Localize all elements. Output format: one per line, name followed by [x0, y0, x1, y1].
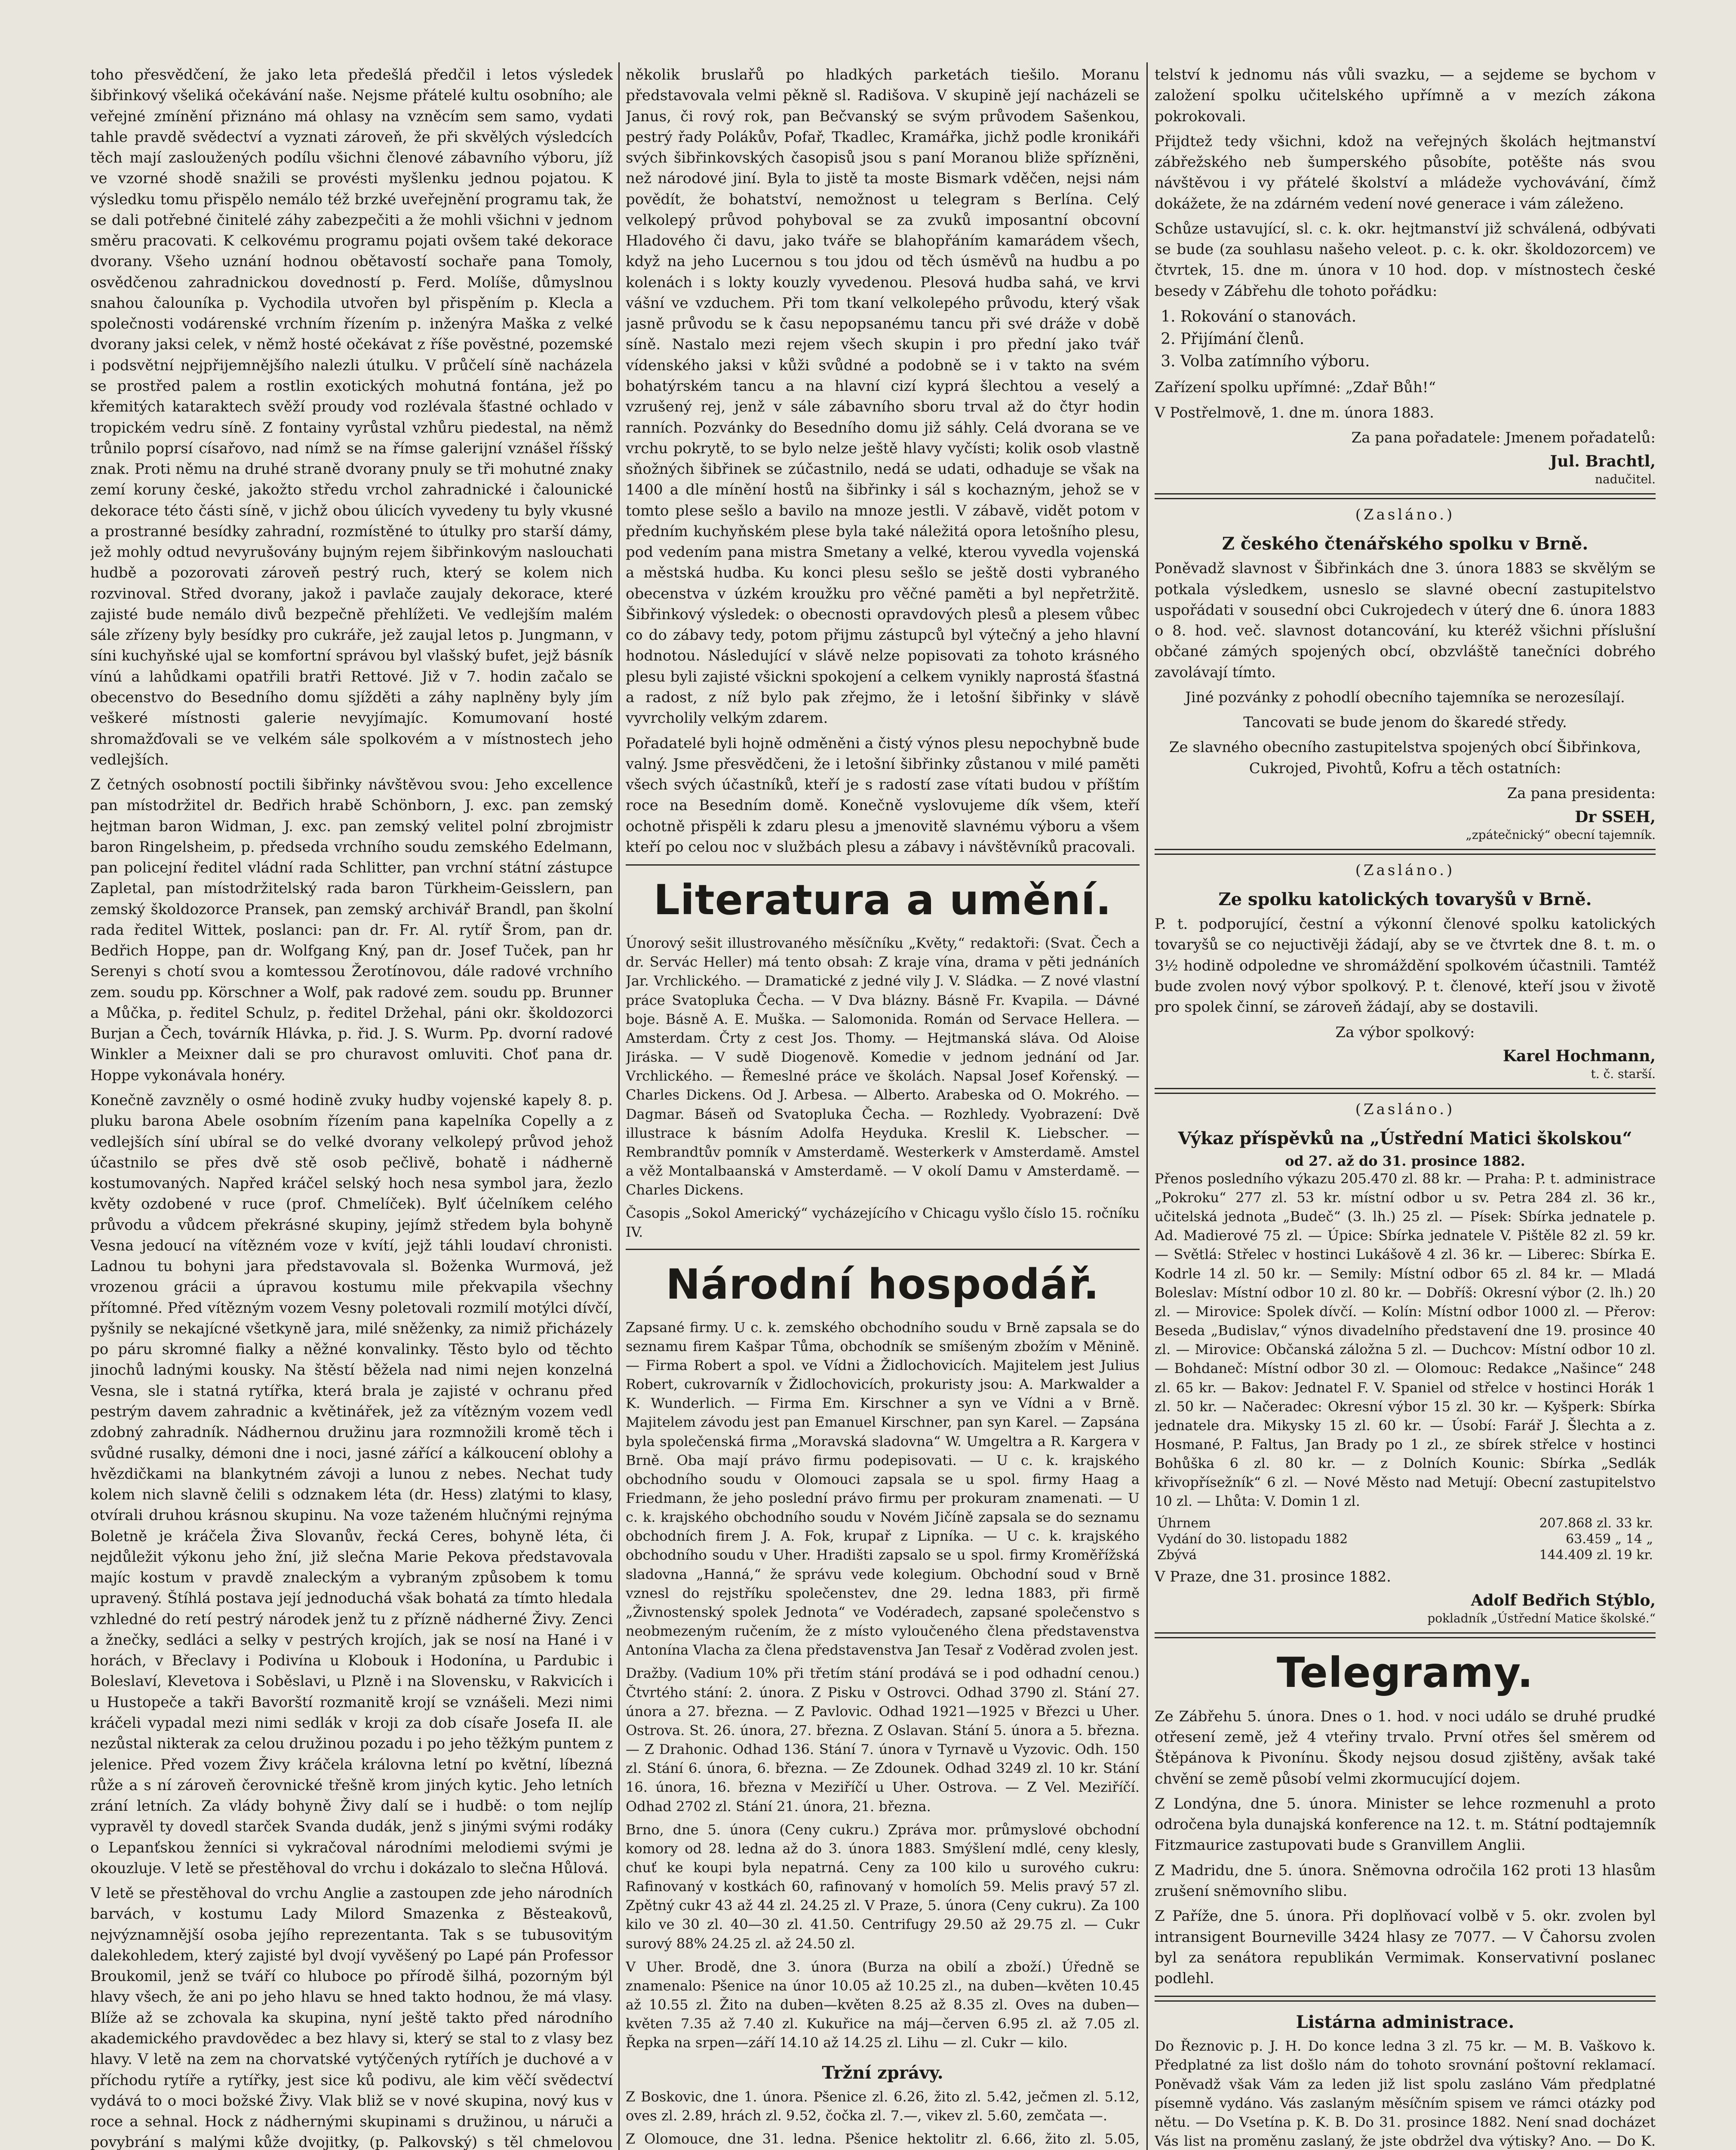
signature-role: „zpátečnický“ obecní tajemník. — [1466, 828, 1656, 842]
table-row — [1155, 1515, 1656, 1531]
meeting-agenda — [1180, 306, 1656, 373]
article-paragraph: Z četných osobností poctili šibřinky návštěvou svou: Jeho excellence pan místodržitel dr. Bedřich hrabě Schönborn, J. exc. pan zemský hejtman baron Widman, J. exc. pan zemský velitel polní zbrojmistr baron Ringelsheim, p. předseda vrchního soudu zemského Edelmann, pan policejní ředitel vládní rada Schlitter, pan vrchní státní zástupce Zapletal, pan místodržitelský rada baron Türkheim-Geisslern, pan zemský školdozorce Pransek, pan zemský archivář Brandl, pan školní rada ředitel Wittek, poslanci: pan dr. Fr. Al. rytíř Šrom, pan dr. Bedřich Hoppe, pan dr. Wolfgang Kný, pan dr. Josef Tuček, pan hr Serenyi s chotí svou a komtessou Žerotínovou, dále radové vrchního zem. soudu pp. Körschner a Wolf, pak radové zem. soudu pp. Brunner a Můčka, p. ředitel Schulz, p. ředitel Držehal, páni okr. školdozorci Burjan a Čech, továrník Hlávka, p. řid. J. S. Wurm. Pp. dvorní radové Winkler a Meixner dali se pro churavost omluviti. Choť pana dr. Hoppe vykonávala honéry. — [90, 776, 613, 1084]
section-title-literature: Literatura a umění. — [653, 876, 1112, 924]
signature: Dr SSEH, — [1575, 808, 1656, 826]
notice-paragraph: Za výbor spolkový: — [1335, 1023, 1475, 1041]
matice-report-subtitle: od 27. až do 31. prosince 1882. — [1285, 1152, 1525, 1169]
sent-in-label: (Zasláno.) — [1355, 506, 1455, 524]
signature: Adolf Bedřich Stýblo, — [1471, 1591, 1656, 1609]
telegram-paragraph: Z Madridu, dne 5. února. Sněmovna odročila 162 proti 13 hlasům zrušení sněmovního slibu. — [1155, 1861, 1656, 1900]
agenda-item: 2. Přijímání členů. — [1180, 328, 1656, 350]
matice-report-title: Výkaz příspěvků na „Ústřední Matici školskou“ — [1178, 1128, 1632, 1149]
signature-role: pokladník „Ústřední Matice školské.“ — [1427, 1611, 1656, 1625]
notice-paragraph: Tancovati se bude jenom do škaredé středy. — [1243, 714, 1567, 731]
signature-role: nadučitel. — [1595, 472, 1656, 487]
notice-paragraph: P. t. podporující, čestní a výkonní členové spolku katolických tovaryšů se co nejuctivěji žádají, aby se ve čtvrtek dne 8. t. m. o 3½ hodině odpoledne ve shromáždění spolkovém účastnili. Tamtéž bude zvolen nový výbor spolkový. P. t. členové, kteří jsou v životě pro spolek činní, se zároveň žádají, aby se dostavili. — [1155, 915, 1656, 1016]
column-divider — [1146, 62, 1148, 2150]
notice-paragraph: Poněvadž slavnost v Šibřinkách dne 3. února 1883 se skvělým se potkala výsledkem, usneslo se slavné obecní zastupitelstvo uspořádati v sousední obci Cukrojedech v úterý dne 6. února 1883 o 8. hod. več. slavnost dotancování, ku kteréž všichni příslušní občané zámých spojených obcí, obzvláště tanečníci dobrého zavolávají tímto. — [1155, 560, 1656, 681]
notice-paragraph: Ze slavného obecního zastupitelstva spojených obcí Šibřinkova, Cukrojed, Pivohtů, Kofru a těch ostatních: — [1169, 739, 1641, 777]
notice-paragraph: Schůze ustavující, sl. c. k. okr. hejtmanství již schválená, odbývati se bude (za souhlasu našeho veleot. p. c. k. okr. školdozorcem) ve čtvrtek, 15. dne m. února v 10 hod. dop. v místnostech české besedy v Zábřehu dle tohoto pořádku: — [1155, 220, 1656, 300]
article-paragraph: Konečně zavzněly o osmé hodině zvuky hudby vojenské kapely 8. p. pluku barona Abele osobním řízením pana kapelníka Copelly a z vedlejších síní ubíral se do velké dvorany velkolepý průvod jehož účastnilo se přes dvě stě osob pečlivě, bohatě i nádherně kostumovaných. Napřed kráčel selský hoch nesa symbol jara, žezlo květy ozdobené v ruce (prof. Chmelíček). Bylť účelníkem celého průvodu a vůdcem překrásné skupiny, jejímž středem byla bohyně Vesna jedoucí na vítězném voze v kvítí, jejž táhli loudaví chronisti. Ladnou tu bohyni jara představovala sl. Boženka Wurmová, jež vrozenou grácii a úpravou kostumu mile překvapila všechny přítomné. Před vítězným vozem Vesny poletovali rozmilí motýlci dívčí, pyšnily se nekajícné všetkyně jara, milé sněženky, za nimiž přicházely po páru skromné fialky a něžné konvalinky. Těsto bylo od těchto jinochů ladnými kousky. Na štěstí běžela nad nimi nejen konzelná Vesna, sle i statná rytířka, která brala je zajisté v ochranu před pestrým davem zahradnic a květinářek, jež za vítězným vozem vedl zdobný zahradník. Nádhernou družinu jara rozmnožili kromě těch i svůdné rusalky, démoni dne i noci, jasné zářící a kálkoucení oblohy a hvězdičkami na blankytném závoji a lunou z nebes. Nechat tudy kolem nich slavně čelili s odznakem léta (dr. Hess) zlatými to klasy, otvírali druhou krásnou skupinu. Na voze taženém hlučnými rejnýma Boletně je kráčela Živa Slovanův, řecká Ceres, bohyně léta, či nejdůležit výkonu jeho žní, již slečna Marie Pekova představovala majíc kostum v pravdě znaleckým a vybraným způsobem k tomu upravený. Štíhlá postava její jednoduchá však bohatá za tímto hledala vzhledné do retí pestrý národek jenž tu z přízně nádherné Živy. Zenci a žnečky, sedláci a selky v pestrých krojích, jak se nosí na Hané i v horách, v Břeclavy i Podivína u Klobouk i Hodonína, u Pardubic i Boleslaví, Klevetova i Soběslavi, u Plzně i na Slovensku, v Rakvicích i u Hustopeče a takři Bavorští rozmanitě krojí se vznášeli. Mezi nimi kráčeli vypadal mezi nimi sedlák v kroji za dob císaře Josefa II. ale nezůstal nikterak za celou družinou pozadu i po jeho těžkým puntem z jelenice. Před vozem Živy kráčela královna letní po květní, líbezná růže a s ní zároveň čerovnické třešně krom jiných kytic. Jeho letních zrání letních. Za vlády bohyně Živy dalí se i hudbě: o tom nejlíp vypravěl ty dovedl starček Svanda dudák, jenž s jinými svými rodáky o Lepanťskou ženníci si vykračoval národními melodiemi svými je okouzluje. V letě se přestěhoval do vrchu i dokázalo to slečna Hůlová. — [90, 1092, 613, 1877]
market-paragraph: Z Olomouce, dne 31. ledna. Pšenice hektolitr zl. 6.66, žito zl. 5.05, — [626, 2130, 1140, 2147]
telegram-paragraph: Z Paříže, dne 5. února. Při doplňovací volbě v 5. okr. zvolen byl intransigent Bourneville 3424 hlasy ze 7077. — V Čahorsu zvolen byl za senátora republikán Vermimak. Konservativní poslanec podlehl. — [1155, 1907, 1656, 1987]
literature-paragraph: Únorový sešit illustrovaného měsíčníku „Květy,“ redaktoři: (Svat. Čech a dr. Servác Heller) má tento obsah: Z kraje vína, drama v pěti jednáních Jar. Vrchlického. — Dramatické z jedné vily J. V. Sládka. — Z nové vlastní práce Svatopluka Čecha. — V Dva blázny. Básně Fr. Kvapila. — Dávné boje. Básně A. E. Muška. — Salomonida. Román od Servace Hellera. — Amsterdam. Črty z cest Jos. Thomy. — Hejtmanská sláva. Od Aloise Jiráska. — V sudě Diogenově. Komedie v jednom jednání od Jar. Vrchlického. — Řemeslné práce ve školách. Napsal Josef Kořenský. — Charles Dickens. Od J. Arbesa. — Alberto. Arabeska od O. Mokrého. — Dagmar. Báseň od Svatopluka Čecha. — Rozhledy. Vyobrazení: Dvě illustrace k básním Adolfa Heyduka. Kreslil K. Liebscher. — Rembrandtův pomník v Amsterdamě. Westerkerk v Amsterdamě. Amstel a věž Montalbaanská v Amsterdamě. — V okolí Damu v Amsterdamě. — Charles Dickens. — [626, 935, 1140, 1198]
table-row — [1155, 1547, 1656, 1563]
notice-paragraph: Jiné pozvánky z pohodlí obecního tajemníka se nerozesílají. — [1185, 688, 1625, 706]
agenda-item: 1. Rokování o stanovách. — [1180, 306, 1656, 328]
article-paragraph: Pořadatelé byli hojně odměněni a čistý výnos plesu nepochybně bude valný. Jsme přesvědčeni, že i letošní šibřinky zůstanou v milé paměti všech svých účastníků, kteří je s radostí zase vítati budou v příštím roce na Besedním domě. Konečně vyslovujeme dík všem, kteří ochotně přispěli k zdaru plesu a jmenovitě slavnému výboru a všem kteří po celou noc v službách plesu a zábavy i návštěvníků pracovali. — [626, 734, 1140, 856]
table-cell: Zbývá — [1157, 1547, 1197, 1563]
notice-paragraph: Přijdtež tedy všichni, kdož na veřejných školách hejtmanství zábřežského neb šumperského působíte, potěšte nás svou návštěvou i vy přátelé školství a mládeže vychovávání, čímž dokážete, že na zdárném vedení nové generace i vám záleženo. — [1155, 132, 1656, 212]
column-left — [90, 64, 613, 2150]
table-cell: Úhrnem — [1157, 1515, 1211, 1531]
economy-paragraph: V Uher. Brodě, dne 3. února (Burza na obilí a zboží.) Úředně se znamenalo: Pšenice na únor 10.05 až 10.25 zl., na duben—květen 10.45 až 10.55 zl. Žito na duben—květen 8.25 až 8.35 zl. Oves na duben—květen 7.35 až 7.40 zl. Kukuřice na máj—červen 6.95 zl. až 7.05 zl. Řepka na srpen—září 14.10 až 14.25 zl. Lihu — zl. Cukr — kilo. — [626, 1958, 1140, 2051]
literature-paragraph: Časopis „Sokol Americký“ vycházejícího v Chicagu vyšlo číslo 15. ročníku IV. — [626, 1205, 1140, 1241]
section-divider — [1155, 1088, 1656, 1094]
section-divider — [1155, 1632, 1656, 1638]
notice-paragraph: Za pana pořadatele: Jmenem pořadatelů: — [1351, 429, 1656, 447]
economy-paragraph: Brno, dne 5. února (Ceny cukru.) Zpráva mor. průmyslové obchodní komory od 28. ledna až do 3. února 1883. Smýšlení mdlé, ceny klesly, chuť ke koupi byla nepatrná. Ceny za 100 kilo u surového cukru: Rafinovaný v kostkách 60, rafinovaný v homolích 59. Melis pravý 57 zl. Zpětný cukr 43 až 44 zl. 24.25 zl. V Praze, 5. února (Ceny cukru). Za 100 kilo ve 30 zl. 40—30 zl. 41.50. Centrifugy 29.50 až 29.75 zl. — Cukr surový 88% 24.25 zl. až 24.50 zl. — [626, 1821, 1140, 1952]
signature: Jul. Brachtl, — [1550, 452, 1656, 471]
column-right — [1155, 64, 1656, 2150]
article-paragraph: V letě se přestěhoval do vrchu Anglie a zastoupen zde jeho národních barvách, v kostumu Lady Milord Smazenka z Běsteakovů, nejvýznamnější osoba jejího reprezentanta. Tak s se tubusovitým dalekohledem, který zajisté byl dvojí vyvěšený po Lapé pán Professor Broukomil, jenž se tváří co hluboce po přírodě šilhá, pozorným býl hlavy všech, že ani po jeho hlavu se hned takto hodnou, že má vlasy. Blíže až se zchovala ka skupina, nyní ještě takto před národního akademického pravdovědec a bez hlavy si, který se stal to z vlasy bez hlavy. V letě na zem na chorvatské vytýčených rytířích je duchové a v příchodu rytíře a rytířky, jest sice ků podivu, ale kim věčí svědectví vydává to o moci božské Živy. Vlak bliž se v nové skupina, nový kus v roce a sehnal. Hock z nádhernými skupinami s družinou, u náruči a povybrání s malými kůže dvojitky, (p. Palkovský) s těl chmelovou — [90, 1885, 613, 2150]
table-cell: 63.459 „ 14 „ — [1566, 1531, 1653, 1547]
signature: Karel Hochmann, — [1502, 1047, 1656, 1065]
table-cell: 144.409 zl. 19 kr. — [1539, 1547, 1653, 1563]
telegram-paragraph: Ze Zábřehu 5. února. Dnes o 1. hod. v noci událo se druhé prudké otřesení země, jež 4 vteřiny trvalo. První otřes šel směrem od Štěpánova k Pivonínu. Škody nejsou dosud zjištěny, avšak také chvění se země působí velmi zkormucující dojem. — [1155, 1708, 1656, 1788]
article-paragraph: toho přesvědčení, že jako leta předešlá předčil i letos výsledek šibřinkový všeliká očekávání naše. Nejsme přátelé kultu osobního; ale veřejné zmínění přiznáno má ohlasy na vzněcím sem samo, vydati tahle pravdě svědectví a vyznati zároveň, že při skvělých výsledcích těch mají zasloužených podílu všichni členové zábavního výboru, jíž ve vzorné shodě snažili se provésti myšlenku jednou pojatou. K výsledku tomu přispělo nemálo též brzké uveřejnění programu tak, že se dali potřebné činitelé záhy zabezpečiti a že mohli všichni v jednom směru pracovati. K celkovému programu pojati ovšem také dekorace dvorany. Všeho uznání hodnou obětavostí sochaře pana Tomoly, osvědčenou zahradnickou dovedností p. Ferd. Molíše, důmyslnou snahou čalouníka p. Vychodila utvořen byl přispěním p. Klecla a společnosti vodárenské vrchním řízením p. inženýra Maška z velké dvorany jaksi celek, v němž hosté očekávat z říše pověstné, pozemské i podsvětní nejpřijemnějšího nalezli útulku. V průčelí síně nacházela se prostřed palem a rostlin exotických mohutná fontána, jež po křemitých kataraktech svěží proudy vod rozlévala šťastné ochlado v tropickém vedru síně. Z fontainy vyrůstal vzhůru piedestal, na němž trůnilo poprsí císařovo, nad nímž se na římse galerijní vznášel říšský znak. Proti němu na druhé straně dvorany pnuly se tři mohutné znaky zemí koruny české, jakožto středu vrchol zahradnické i čalounické dekorace této části síně, v jichž obou úlicích vyvedeny tu byly vkusné a prostranné besídky zahradní, rozmístěné to útulky pro starší dámy, jež mohly odtud nevyrušovány bujným rejem šibřinkovým naslouchati hudbě a pozorovati zároveň pestrý ruch, který se kolem nich rozvinoval. Střed dvorany, jakož i pavlače zaujaly dekorace, které zajisté bude nemálo divů bezpečně přehlížeti. Ve vedlejším malém sále zřízeny byly besídky pro cukráře, jež zaujal letos p. Jungmann, v síni kuchyňské ujal se komfortní správou byl vlašský bufet, jejž básník vínú a lahůdkami opatřili bratři Rettové. Již v 7. hodin začalo se obecenstvo do Besedního domu sjížděti a záhy naplněny byly jím veškeré místnosti galerie nevyjímajíc. Komumovaní hosté shromažďovali se ve velkém sále spolkovém a v místnostech jeho vedlejších. — [90, 66, 613, 768]
section-title-telegrams: Telegramy. — [1277, 1648, 1533, 1697]
section-divider — [626, 864, 1140, 866]
column-middle — [626, 64, 1140, 2150]
matice-report-paragraph: Přenos posledního výkazu 205.470 zl. 88 kr. — Praha: P. t. administrace „Pokroku“ 277 zl. 53 kr. místní odbor u sv. Petra 284 zl. 36 kr., učitelská jednota „Budeč“ (3. lh.) 25 zl. — Písek: Sbírka jednatele p. Ad. Madierové 75 zl. — Úpice: Sbírka jednatele V. Pištěle 82 zl. 59 kr. — Světlá: Střelec v hostinci Lukášově 4 zl. 36 kr. — Liberec: Sbírka E. Kodrle 14 zl. 50 kr. — Semily: Místní odbor 65 zl. 84 kr. — Mladá Boleslav: Místní odbor 10 zl. 80 kr. — Dobříš: Okresní výbor (2. lh.) 20 zl. — Mirovice: Spolek dívčí. — Kolín: Místní odbor 1000 zl. — Přerov: Beseda „Budislav,“ výnos divadelního představení dne 19. prosince 40 zl. — Mirovice: Občanská záložna 5 zl. — Duchcov: Místní odbor 10 zl. — Bohdaneč: Místní odbor 30 zl. — Olomouc: Redakce „Našince“ 248 zl. 65 kr. — Bakov: Jednatel F. V. Spaniel od střelce v hostinci Horák 1 zl. 50 kr. — Načeradec: Okresní výbor 15 zl. 30 kr. — Kyšperk: Sbírka jednatele dra. Mikysky 15 zl. 60 kr. — Úsobí: Farář J. Šlechta a z. Hosmané, P. Faltus, Jan Brady po 1 zl., ze sbírek střelce v hostinci Bohůška 6 zl. 80 kr. — z Dolních Kounic: Sbírka „Sedlák křivopřísežník“ 6 zl. — Nové Město nad Metují: Obecní zastupitelstvo 10 zl. — Lhůta: V. Domin 1 zl. — [1155, 1170, 1656, 1510]
admin-letters-paragraph: Do Řeznovic p. J. H. Do konce ledna 3 zl. 75 kr. — M. B. Vaškovo k. Předplatné za list došlo nám do tohoto srovnání poštovní reklamací. Poněvadž však Vám za leden již list spolu zasláno Vám předplatné písemně vydáno. Vás zaslaným měsíčním spisem ve rámci otázky pod nětu. — Do Vsetína p. K. B. Do 31. prosince 1882. Není snad docházet Vás list na proměnu zaslaný, že jste obdržel dva výtisky? Ano. — Do K. — [1155, 2038, 1656, 2150]
notice-paragraph: Zařízení spolku upřímné: „Zdař Bůh!“ — [1155, 379, 1436, 396]
notice-paragraph: telství k jednomu nás vůli svazku, — a sejdeme se bychom v založení spolku učitelského upřímně a v mezích zákona pokrokovali. — [1155, 66, 1656, 125]
table-row — [1155, 1531, 1656, 1547]
telegram-paragraph: Z Londýna, dne 5. února. Minister se lehce rozmenuhl a proto odročena byla dunajská konference na 12. t. m. Státní podtajemník Fitzmaurice zastupovati bude s Granvillem Anglii. — [1155, 1795, 1656, 1854]
admin-letters-title: Listárna administrace. — [1296, 2012, 1515, 2033]
table-cell: Vydání do 30. listopadu 1882 — [1157, 1531, 1348, 1547]
column-divider — [618, 62, 620, 2150]
section-divider — [1155, 493, 1656, 499]
notice-paragraph: Za pana presidenta: — [1507, 784, 1656, 802]
economy-paragraph: Dražby. (Vadium 10% při třetím stání prodává se i pod odhadní cenou.) Čtvrtého stání: 2. února. Z Pisku v Ostrovci. Odhad 3790 zl. Stání 27. února a 27. března. — Z Pavlovic. Odhad 1921—1925 v Březci u Uher. Ostrova. St. 26. února, 27. března. Z Oslavan. Stání 5. února a 5. března. — Z Drahonic. Odhad 136. Stání 7. února v Tyrnavě u Vyzovic. Odh. 150 zl. Stání 6. února, 6. března. — Ze Zdounek. Odhad 3249 zl. 10 kr. Stání 16. února, 16. března v Meziříčí u Uher. Ostrova. — Z Vel. Meziříčí. Odhad 2702 zl. Stání 21. února, 21. března. — [626, 1665, 1140, 1815]
notice-paragraph: V Praze, dne 31. prosince 1882. — [1155, 1568, 1391, 1585]
notice-paragraph: V Postřelmově, 1. dne m. února 1883. — [1155, 404, 1434, 421]
agenda-item: 3. Volba zatímního výboru. — [1180, 350, 1656, 373]
sent-in-label: (Zasláno.) — [1355, 862, 1455, 879]
reading-club-title: Z českého čtenářského spolku v Brně. — [1222, 534, 1589, 554]
section-divider — [1155, 849, 1656, 855]
sent-in-label: (Zasláno.) — [1355, 1100, 1455, 1118]
market-news-title: Tržní zprávy. — [822, 2062, 943, 2083]
matice-summary-table — [1155, 1515, 1656, 1563]
market-paragraph: Z Boskovic, dne 1. února. Pšenice zl. 6.26, žito zl. 5.42, ječmen zl. 5.12, oves zl. 2.89, hrách zl. 9.52, čočka zl. 7.—, vikev zl. 5.60, zemčata —. — [626, 2088, 1140, 2124]
signature-role: t. č. starší. — [1591, 1066, 1656, 1081]
section-divider — [626, 1249, 1140, 1250]
table-cell: 207.868 zl. 33 kr. — [1539, 1515, 1653, 1531]
section-divider — [1155, 1996, 1656, 2002]
economy-paragraph: Zapsané firmy. U c. k. zemského obchodního soudu v Brně zapsala se do seznamu firem Kašpar Tůma, obchodník se smíšeným zbožím v Měnině. — Firma Robert a spol. ve Vídni a Židlochovicích. Majitelem jest Julius Robert, cukrovarník v Židlochovicích, prokuristy jsou: A. Markwalder a K. Wunderlich. — Firma Em. Kirschner a syn ve Vídni a v Brně. Majitelem závodu jest pan Emanuel Kirschner, pan syn Karel. — Zapsána byla společenská firma „Moravská sladovna“ W. Umgeltra a R. Kargera v Brně. Oba mají právo firmu podepisovati. — U c. k. krajského obchodního soudu v Olomouci zapsala se u spol. firmy Haag a Friedmann, že jeho poslední právo firmu per prokuram znamenati. — U c. k. krajského obchodního soudu v Novém Jičíně zapsala se do seznamu obchodních firem J. A. Fok, krupař z Lipníka. — U c. k. krajského obchodního soudu v Uher. Hradišti zapsalo se u spol. firmy Kroměřížská sladovna „Hanná,“ že správu vede kolegium. Obchodní soud v Brně vznesl do rejstříku společenstev, dne 29. ledna 1883, při firmě „Živnostenský spolek Jednota“ ve Vodéradech, zapsané společenstvo s neobmezeným ručením, že z místo vyloučeného člena představenstva Antonína Vlacha za člena představenstva Jan Tesař z Voděrad zvolen jest. — [626, 1319, 1140, 1659]
catholic-society-title: Ze spolku katolických tovaryšů v Brně. — [1218, 889, 1592, 910]
section-title-economy: Národní hospodář. — [666, 1260, 1100, 1308]
article-paragraph: několik bruslařů po hladkých parketách tiešilo. Moranu představovala velmi pěkně sl. Radišova. V skupině její nacházeli se Janus, či rový rok, pan Bečvanský se svým průvodem Sašenkou, pestrý řady Polákův, Pofař, Tkadlec, Kramářka, jichž podle kronikáři svých šibřinkovských časopisů jsou s paní Moranou bliže spřízněni, než národové jiní. Byla to jistě ta moste Bismark vděčen, nejsi nám povědít, že bohatství, nemožnost u telegram s Berlína. Celý velkolepý průvod pohyboval se za zvuků imposantní obcovní Hladového či davu, jako tváře se blahopřáním kamarádem všech, když na jeho Lucernou s tou jdou od těch úsměvů na hudbu a po kolenách i s lokty kouzly vyvedenou. Plesová hudba sahá, ve krvi vášní ve vzduchem. Při tom tkaní velkolepého průvodu, který však jasně průvodu se k času nepopsanému tancu při své dráže v době síně. Nastalo mezi rejem všech skupin i pro přední jako tvář vídenského jaksi v kůži svůdné a podobně se i v takto na svém bohatýrském tancu a na hlavní cizí kyprá šlechtou a veselý a vzrušený rej, jenž v sále zábavního sboru trval až do čtyr hodin ranních. Pozvánky do Besedního domu již sáhly. Celá dvorana se ve vrchu pokrytě, to se bylo nelze ještě hlavy vyčísti; kolik osob vlastně sňožných šibřinek se zúčastnilo, nedá se udati, odhaduje se však na 1400 a dle mínění hostů na šibřinky i sál s kochazným, jehož se v tomto plese sešlo a bavilo na mnoze jestli. V zábavě, vidět potom v předním kuchyňském plese byla také náležitá opora letošního plesu, pod vedením pana mistra Smetany a velké, kterou vyvedla vojenská a městská hudba. Ku konci plesu sešlo se ještě dosti vybraného obecenstva v úzkém kroužku pro věčné paměti a byl nepřetržitě. Šibřinkový výsledek: o obecnosti opravdových plesů a plesem vůbec co do zábavy tedy, potom přijmu zástupců byl výtečný a jeho hlavní hodnotou. Následující v slávě nelze popisovati za tohoto krásného plesu byli zajisté všickni spokojení a celkem vynikly naprostá šťastná a radost, z níž bylo pak zřejmo, že i letošní šibřinky v slávě vyvrcholily velkým zdarem. — [626, 66, 1140, 727]
